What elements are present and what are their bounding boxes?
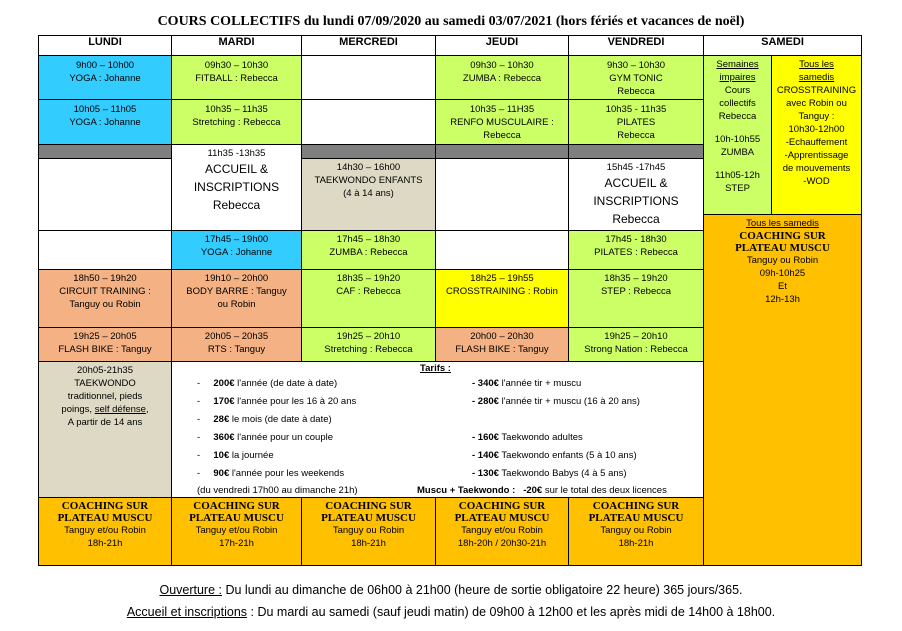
label: ACCUEIL & <box>604 176 668 190</box>
tarif-line: - 360€ l'année pour un couple <box>197 432 333 443</box>
lundi-yoga-1 <box>38 55 172 100</box>
description: l'année tir + muscu <box>498 378 582 389</box>
coach: Rebecca <box>483 130 521 141</box>
label: Et <box>778 281 787 292</box>
age-note: (4 à 14 ans) <box>343 188 394 199</box>
label: ACCUEIL & <box>205 162 268 176</box>
course: RENFO MUSCULAIRE : <box>450 117 554 128</box>
course-detail: traditionnel, pieds <box>67 391 143 402</box>
course: Strong Nation : Rebecca <box>584 344 688 355</box>
coach: Rebecca <box>718 111 757 122</box>
coaching-title: PLATEAU MUSCU <box>735 242 830 254</box>
coaching-vendredi <box>568 497 704 566</box>
vendredi-gym-tonic <box>568 55 704 100</box>
course: CAF : Rebecca <box>336 286 401 297</box>
coaching-title: COACHING SUR <box>61 500 149 512</box>
header-mercredi: MERCREDI <box>301 35 436 56</box>
time: 18h35 – 19h20 <box>336 273 401 284</box>
price: 90€ <box>213 468 230 479</box>
coach: Tanguy et/ou Robin <box>64 525 146 536</box>
coach: Tanguy et/ou Robin <box>461 525 543 536</box>
coaching-title: PLATEAU MUSCU <box>588 512 684 524</box>
time: 10h35 - 11h35 <box>605 104 667 115</box>
time: 20h00 – 20h30 <box>470 331 534 342</box>
mardi-stretching <box>171 99 302 145</box>
time: 11h35 -13h35 <box>207 148 266 159</box>
course: ZUMBA : Rebecca <box>462 73 542 84</box>
coaching-title: COACHING SUR <box>592 500 680 512</box>
time: 15h45 -17h45 <box>606 162 666 173</box>
weekend-note: (du vendredi 17h00 au dimanche 21h) <box>197 485 358 496</box>
time: 19h10 – 20h00 <box>204 273 269 284</box>
time: 18h-21h <box>87 538 123 549</box>
coaching-mardi <box>171 497 302 566</box>
time: 18h50 – 19h20 <box>73 273 137 284</box>
course: GYM TONIC <box>609 73 663 84</box>
course: YOGA : Johanne <box>69 73 141 84</box>
detail-text: poings, <box>61 404 95 415</box>
page-title: COURS COLLECTIFS du lundi 07/09/2020 au samedi 03/07/2021 (hors fériés et vacances de noël) <box>157 14 745 29</box>
time: 18h25 – 19h55 <box>470 273 534 284</box>
mardi-rts <box>171 327 302 362</box>
coaching-title: COACHING SUR <box>458 500 546 512</box>
jeudi-renfo <box>435 99 569 145</box>
course: CIRCUIT TRAINING : <box>59 286 151 297</box>
vendredi-step <box>568 269 704 328</box>
mercredi-empty-1 <box>301 55 436 100</box>
detail-underlined: self défense <box>94 404 146 415</box>
accueil-label: Accueil et inscriptions <box>126 605 248 619</box>
time: 11h05-12h <box>715 170 760 181</box>
label: Cours <box>724 85 751 96</box>
coach: avec Robin ou <box>786 98 847 109</box>
mercredi-caf <box>301 269 436 328</box>
week-note: Tous les samedis <box>746 218 819 229</box>
price: - 280€ <box>472 396 499 407</box>
coach: Tanguy ou Robin <box>332 525 405 536</box>
mercredi-empty-2 <box>301 99 436 145</box>
label: collectifs <box>719 98 756 109</box>
tarifs-title: Tarifs : <box>420 363 451 374</box>
description: Taekwondo Babys (4 à 5 ans) <box>498 468 627 479</box>
course: YOGA : Johanne <box>200 247 273 258</box>
coach: Tanguy ou Robin <box>69 299 141 310</box>
course: BODY BARRE : Tanguy <box>186 286 287 297</box>
description: l'année tir + muscu (16 à 20 ans) <box>498 396 640 407</box>
time: 17h45 – 18h30 <box>336 234 401 245</box>
week-note: impaires <box>719 72 756 83</box>
tarif-line: - 28€ le mois (de date à date) <box>197 414 332 425</box>
course: ZUMBA <box>720 147 755 158</box>
mardi-accueil <box>171 144 302 231</box>
description: l'année pour les 16 à 20 ans <box>234 396 357 407</box>
jeudi-separator <box>435 144 569 159</box>
jeudi-zumba <box>435 55 569 100</box>
tarif-line <box>472 432 583 444</box>
coaching-title: PLATEAU MUSCU <box>321 512 416 524</box>
mercredi-zumba <box>301 230 436 270</box>
jeudi-empty-1 <box>435 158 569 231</box>
price: 200€ <box>213 378 235 389</box>
time: 19h25 – 20h10 <box>604 331 668 342</box>
coaching-title: PLATEAU MUSCU <box>454 512 550 524</box>
time: 18h-21h <box>351 538 386 549</box>
time: 14h30 – 16h00 <box>336 162 401 173</box>
coach: Rebecca <box>212 198 261 212</box>
coaching-title: PLATEAU MUSCU <box>57 512 153 524</box>
jeudi-flash-bike <box>435 327 569 362</box>
time: 09h30 – 10h30 <box>470 60 534 71</box>
footer-ouverture <box>0 583 902 597</box>
vendredi-accueil <box>568 158 704 231</box>
time: 10h35 – 11h35 <box>205 104 268 115</box>
detail: -Echauffement <box>785 137 848 148</box>
samedi-coaching <box>703 214 862 566</box>
time: 17h-21h <box>219 538 254 549</box>
header-mardi: MARDI <box>171 35 302 56</box>
mercredi-stretching <box>301 327 436 362</box>
lundi-empty-1 <box>38 158 172 231</box>
course: CROSSTRAINING <box>776 85 857 96</box>
time: 9h30 – 10h30 <box>606 60 666 71</box>
time: 10h-10h55 <box>714 134 761 145</box>
lundi-empty-2 <box>38 230 172 270</box>
time: 12h-13h <box>765 294 800 305</box>
ouverture-text: Du lundi au dimanche de 06h00 à 21h00 (heure de sortie obligatoire 22 heure) 365 jours/365. <box>222 583 743 597</box>
ouverture-label: Ouverture : <box>159 583 222 597</box>
coach: Tanguy : <box>798 111 835 122</box>
course: ZUMBA : Rebecca <box>329 247 408 258</box>
detail: de mouvements <box>782 163 851 174</box>
detail: -Apprentissage <box>784 150 849 161</box>
week-note: Semaines <box>716 59 759 70</box>
mercredi-taekwondo-enfants <box>301 158 436 231</box>
course: RTS : Tanguy <box>207 344 266 355</box>
lundi-separator <box>38 144 172 159</box>
course: FLASH BIKE : Tanguy <box>58 344 152 355</box>
time: 17h45 - 18h30 <box>605 234 667 245</box>
samedi-crosstraining <box>771 55 862 215</box>
course: TAEKWONDO ENFANTS <box>314 175 423 186</box>
price: - 160€ <box>472 432 499 443</box>
coaching-jeudi <box>435 497 569 566</box>
course: FLASH BIKE : Tanguy <box>455 344 549 355</box>
time: 17h45 – 19h00 <box>204 234 269 245</box>
footer-accueil <box>0 605 902 619</box>
coaching-title: COACHING SUR <box>325 500 412 512</box>
combo-value: -20€ <box>523 485 543 496</box>
tarif-line <box>472 378 581 390</box>
price: 360€ <box>213 432 235 443</box>
week-note: samedis <box>798 72 835 83</box>
course: TAEKWONDO <box>74 378 136 389</box>
course: PILATES <box>616 117 656 128</box>
coach: Tanguy ou Robin <box>746 255 819 266</box>
tarif-line <box>472 468 627 480</box>
mercredi-separator <box>301 144 436 159</box>
price: - 130€ <box>472 468 499 479</box>
description: l'année pour un couple <box>234 432 333 443</box>
combo-line <box>417 485 667 497</box>
lundi-yoga-2 <box>38 99 172 145</box>
header-samedi: SAMEDI <box>703 35 862 56</box>
lundi-flash-bike <box>38 327 172 362</box>
lundi-circuit-training <box>38 269 172 328</box>
price: 10€ <box>213 450 230 461</box>
jeudi-crosstraining <box>435 269 569 328</box>
header-jeudi: JEUDI <box>435 35 569 56</box>
mardi-body-barre <box>171 269 302 328</box>
coach: Tanguy ou Robin <box>600 525 672 536</box>
course: STEP <box>725 183 750 194</box>
vendredi-strong-nation <box>568 327 704 362</box>
description: Taekwondo adultes <box>498 432 583 443</box>
label: INSCRIPTIONS <box>193 180 280 194</box>
price: - 340€ <box>472 378 499 389</box>
coach: Rebecca <box>617 130 655 141</box>
description: la journée <box>229 450 274 461</box>
coaching-title: PLATEAU MUSCU <box>189 512 284 524</box>
coaching-mercredi <box>301 497 436 566</box>
time: 10h05 – 11h05 <box>73 104 137 115</box>
samedi-cours-collectifs <box>703 55 772 215</box>
tarif-line: - 200€ l'année (de date à date) <box>197 378 338 389</box>
mardi-yoga <box>171 230 302 270</box>
description: le mois (de date à date) <box>229 414 332 425</box>
time: 18h-21h <box>618 538 654 549</box>
time: 09h-10h25 <box>759 268 806 279</box>
spacer <box>704 123 771 133</box>
course: YOGA : Johanne <box>69 117 141 128</box>
vendredi-separator <box>568 144 704 159</box>
time: 10h30-12h00 <box>788 124 845 135</box>
header-vendredi: VENDREDI <box>568 35 704 56</box>
coach: Rebecca <box>612 212 660 226</box>
mardi-fitball <box>171 55 302 100</box>
description: l'année pour les weekends <box>229 468 345 479</box>
time: 18h-20h / 20h30-21h <box>457 538 547 549</box>
course: STEP : Rebecca <box>600 286 672 297</box>
course: Stretching : Rebecca <box>324 344 413 355</box>
time: 09h30 – 10h30 <box>204 60 269 71</box>
week-note: Tous les <box>799 59 834 70</box>
time: 19h25 – 20h05 <box>73 331 137 342</box>
price: - 140€ <box>472 450 499 461</box>
header-lundi: LUNDI <box>38 35 172 56</box>
coach: Rebecca <box>617 86 655 97</box>
price: 28€ <box>213 414 230 425</box>
coach: ou Robin <box>217 299 256 310</box>
tarif-line: - 90€ l'année pour les weekends <box>197 468 345 479</box>
accueil-text: : Du mardi au samedi (sauf jeudi matin) de 09h00 à 12h00 et les après midi de 14h00 à 18h00. <box>247 605 776 619</box>
combo-label: Muscu + Taekwondo : <box>417 485 516 496</box>
tarif-line <box>472 450 637 462</box>
coach: Tanguy et/ou Robin <box>195 525 278 536</box>
jeudi-empty-2 <box>435 230 569 270</box>
spacer <box>704 159 771 169</box>
lundi-taekwondo <box>38 361 172 498</box>
course: PILATES : Rebecca <box>594 247 678 258</box>
coaching-title: COACHING SUR <box>193 500 280 512</box>
coaching-lundi <box>38 497 172 566</box>
course: FITBALL : Rebecca <box>195 73 278 84</box>
vendredi-pilates-1 <box>568 99 704 145</box>
label: INSCRIPTIONS <box>593 194 679 208</box>
coaching-title: COACHING SUR <box>739 230 826 242</box>
combo-text: sur le total des deux licences <box>542 485 667 496</box>
time: 19h25 – 20h10 <box>336 331 401 342</box>
time: 20h05 – 20h35 <box>204 331 269 342</box>
description: l'année (de date à date) <box>234 378 338 389</box>
course: CROSSTRAINING : Robin <box>446 286 558 297</box>
tarif-line: - 170€ l'année pour les 16 à 20 ans <box>197 396 357 407</box>
detail-comma: , <box>145 404 149 415</box>
time: 10h35 – 11H35 <box>469 104 535 115</box>
detail: -WOD <box>803 176 830 187</box>
tarif-line: - 10€ la journée <box>197 450 274 461</box>
course: Stretching : Rebecca <box>192 117 281 128</box>
description: Taekwondo enfants (5 à 10 ans) <box>498 450 637 461</box>
age-note: A partir de 14 ans <box>67 417 143 428</box>
price: 170€ <box>213 396 235 407</box>
time: 20h05-21h35 <box>77 365 133 376</box>
course-detail <box>39 403 171 416</box>
tarif-line <box>472 396 640 408</box>
vendredi-pilates-2 <box>568 230 704 270</box>
time: 18h35 – 19h20 <box>604 273 668 284</box>
time: 9h00 – 10h00 <box>75 60 135 71</box>
